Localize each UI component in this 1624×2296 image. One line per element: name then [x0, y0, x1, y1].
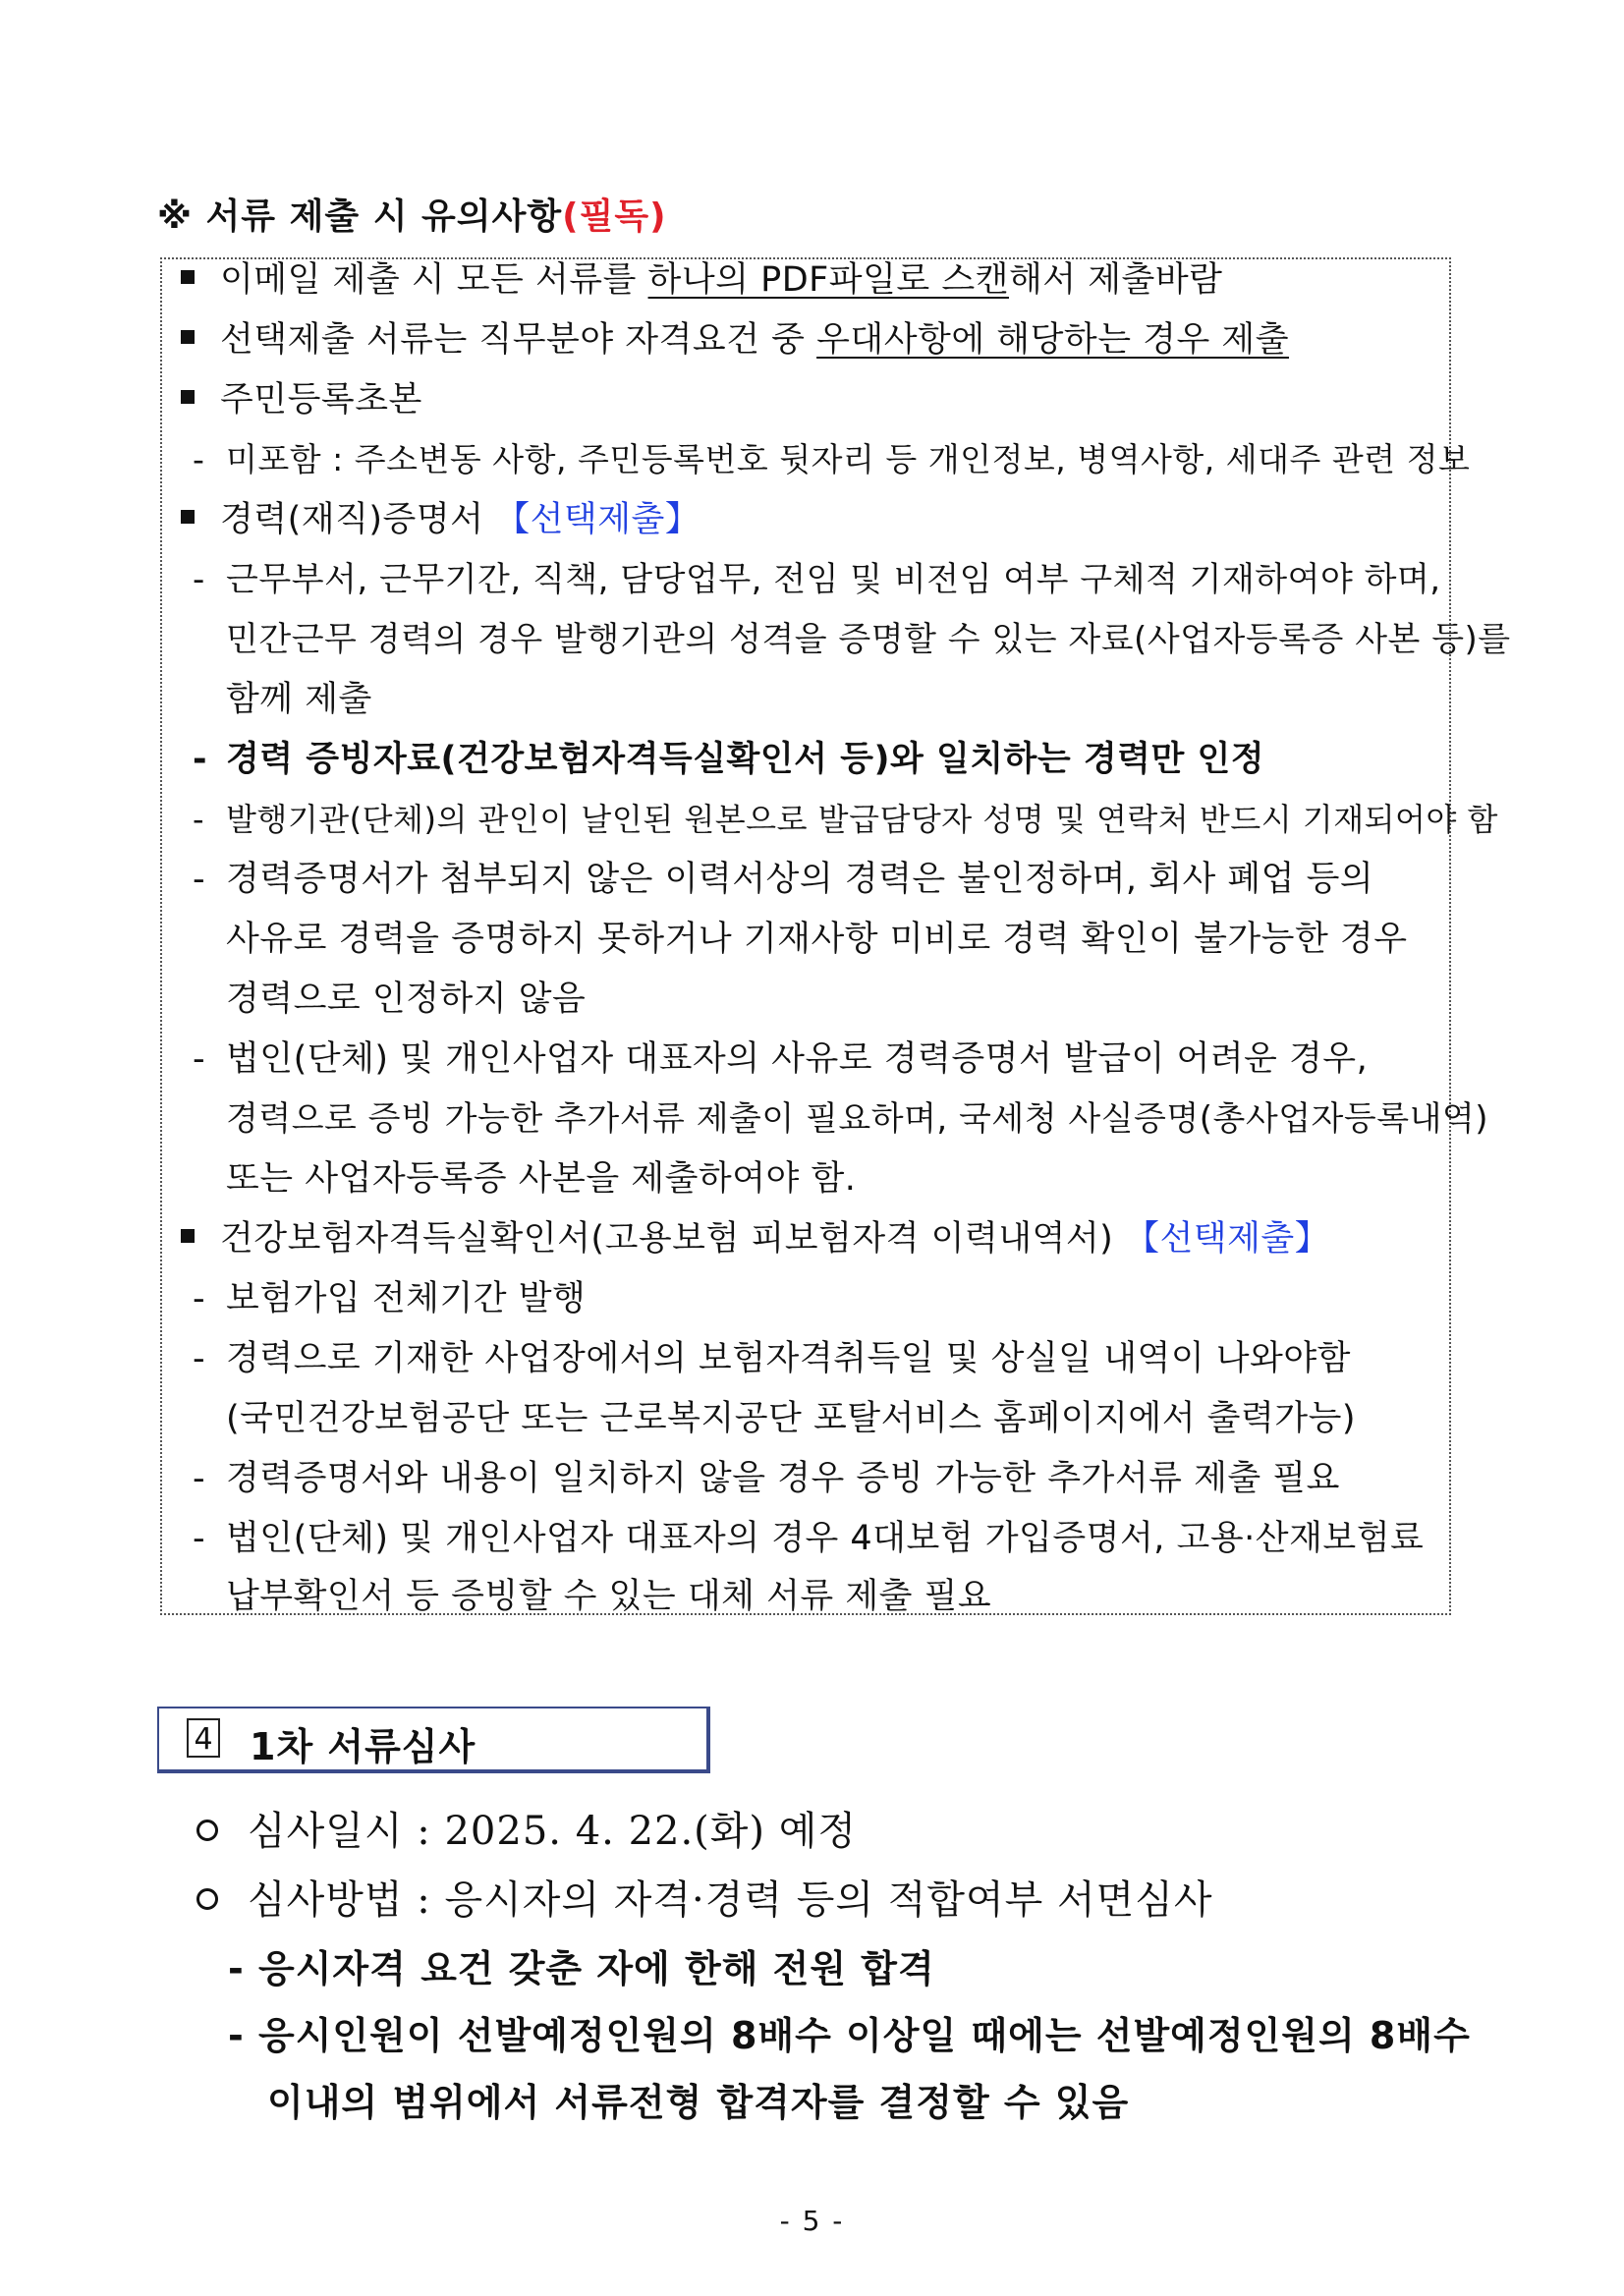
- notice-subitem-cont: 경력으로 증빙 가능한 추가서류 제출이 필요하며, 국세청 사실증명(총사업자등록내역): [226, 1099, 1489, 1139]
- notice-title: [157, 189, 667, 239]
- notice-subitem-cont: 함께 제출: [226, 680, 372, 719]
- square-bullet-icon: [181, 390, 195, 404]
- notice-item-pdf: 이메일 제출 시 모든 서류를 하나의 PDF파일로 스캔해서 제출바람: [181, 255, 1222, 305]
- notice-subitem-cont: 민간근무 경력의 경우 발행기관의 성격을 증명할 수 있는 자료(사업자등록증 사본 등)를: [226, 620, 1511, 659]
- review-sub-item: - 응시자격 요건 갖춘 자에 한해 전원 합격: [228, 1947, 935, 1990]
- notice-title-text: ※ 서류 제출 시 유의사항: [157, 196, 563, 237]
- notice-subitem: - 법인(단체) 및 개인사업자 대표자의 경우 4대보험 가입증명서, 고용·산재보험료: [193, 1519, 1425, 1558]
- square-bullet-icon: [181, 510, 195, 524]
- notice-subitem-cont: 경력으로 인정하지 않음: [226, 980, 587, 1019]
- section-heading: [157, 1707, 710, 1773]
- square-bullet-icon: [181, 270, 195, 284]
- page-number: - 5 -: [779, 2205, 845, 2237]
- circle-bullet-icon: [196, 1888, 218, 1910]
- notice-subitem: - 보험가입 전체기간 발행: [193, 1279, 587, 1318]
- notice-subitem: - 미포함 : 주소변동 사항, 주민등록번호 뒷자리 등 개인정보, 병역사항, 세대주 관련 정보: [193, 440, 1471, 478]
- notice-subitem: - 경력증명서가 첨부되지 않은 이력서상의 경력은 불인정하며, 회사 폐업 등의: [193, 860, 1374, 899]
- notice-subitem: - 법인(단체) 및 개인사업자 대표자의 사유로 경력증명서 발급이 어려운 경우,: [193, 1039, 1369, 1079]
- square-bullet-icon: [181, 330, 195, 344]
- section-title: 1차 서류심사: [250, 1725, 476, 1768]
- notice-item-career: 경력(재직)증명서 【선택제출】: [181, 495, 700, 544]
- circle-bullet-icon: [196, 1820, 218, 1841]
- review-sub-item-cont: 이내의 범위에서 서류전형 합격자를 결정할 수 있음: [267, 2081, 1130, 2124]
- notice-subitem: - 근무부서, 근무기간, 직책, 담당업무, 전임 및 비전임 여부 구체적 기재하여야 하며,: [193, 560, 1441, 599]
- review-method-line: 심사방법 : 응시자의 자격·경력 등의 적합여부 서면심사: [196, 1873, 1213, 1928]
- notice-item-insurance: 건강보험자격득실확인서(고용보험 피보험자격 이력내역서) 【선택제출】: [181, 1214, 1329, 1263]
- notice-subitem: - 경력으로 기재한 사업장에서의 보험자격취득일 및 상실일 내역이 나와야함: [193, 1339, 1351, 1378]
- notice-item-resident: 주민등록초본: [181, 375, 422, 424]
- notice-item-optional: 선택제출 서류는 직무분야 자격요건 중 우대사항에 해당하는 경우 제출: [181, 315, 1289, 364]
- section-number: 4: [187, 1718, 220, 1758]
- notice-subitem-cont: 또는 사업자등록증 사본을 제출하여야 함.: [226, 1159, 857, 1199]
- review-date-line: 심사일시 : 2025. 4. 22.(화) 예정: [196, 1804, 857, 1859]
- notice-subitem-cont: (국민건강보험공단 또는 근로복지공단 포탈서비스 홈페이지에서 출력가능): [226, 1399, 1357, 1438]
- notice-subitem-cont: 사유로 경력을 증명하지 못하거나 기재사항 미비로 경력 확인이 불가능한 경우: [226, 920, 1408, 959]
- notice-subitem-bold: - 경력 증빙자료(건강보험자격득실확인서 등)와 일치하는 경력만 인정: [193, 740, 1265, 779]
- notice-subitem: - 경력증명서와 내용이 일치하지 않을 경우 증빙 가능한 추가서류 제출 필요: [193, 1459, 1340, 1498]
- square-bullet-icon: [181, 1229, 195, 1243]
- notice-subitem-cont: 납부확인서 등 증빙할 수 있는 대체 서류 제출 필요: [226, 1577, 992, 1616]
- review-sub-item: - 응시인원이 선발예정인원의 8배수 이상일 때에는 선발예정인원의 8배수: [228, 2014, 1471, 2057]
- notice-subitem: - 발행기관(단체)의 관인이 날인된 원본으로 발급담당자 성명 및 연락처 반드시 기재되어야 함: [193, 801, 1498, 838]
- notice-title-required: (필독): [562, 196, 667, 237]
